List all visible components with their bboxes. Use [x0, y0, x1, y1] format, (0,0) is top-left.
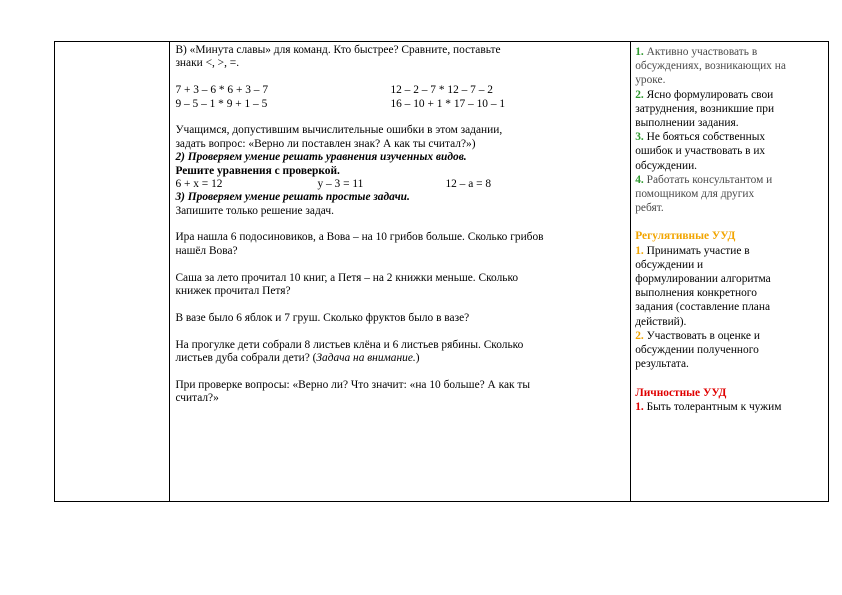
table-row — [55, 42, 829, 502]
problem-1-line-2: нашёл Вова? — [175, 244, 238, 257]
task-heading-line-2: знаки <, >, =. — [175, 57, 240, 70]
regulative-item-2-line-3: результата. — [635, 358, 689, 371]
uud-item-2-line-3: выполнении задания. — [635, 116, 739, 129]
check-questions-line-2: считал?» — [175, 392, 219, 405]
comparison-expression: 7 + 3 – 6 * 6 + 3 – 7 — [175, 84, 269, 97]
item-text: Работать консультантом и — [643, 173, 773, 186]
comparison-expression: 9 – 5 – 1 * 9 + 1 – 5 — [175, 97, 268, 110]
item-text: Быть толерантным к чужим — [643, 400, 782, 413]
attention-note: Задача на внимание. — [316, 351, 416, 364]
comparison-expression: 12 – 2 – 7 * 12 – 7 – 2 — [390, 84, 493, 97]
regulative-item-1-line-4: выполнения конкретного — [635, 287, 757, 300]
problem-3-line-1: В вазе было 6 яблок и 7 груш. Сколько фруктов было в вазе? — [175, 311, 470, 324]
problem-2-line-1: Саша за лето прочитал 10 книг, а Петя – на 2 книжки меньше. Сколько — [175, 271, 519, 284]
section-2-title: 2) Проверяем умение решать уравнения изученных видов. — [175, 151, 467, 164]
lesson-table — [54, 41, 829, 502]
personal-item-1 — [635, 400, 824, 414]
check-questions-line-1: При проверке вопросы: «Верно ли? Что значит: «на 10 больше? А как ты — [175, 378, 531, 391]
comparison-expression: 16 – 10 + 1 * 17 – 10 – 1 — [390, 97, 506, 110]
comparison-row-1 — [175, 84, 626, 97]
personal-uud-title: Личностные УУД — [635, 386, 727, 399]
problem-4-line-1: На прогулке дети собрали 8 листьев клёна и 6 листьев рябины. Сколько — [175, 338, 524, 351]
equation: 6 + х = 12 — [175, 177, 223, 190]
item-number: 3. — [635, 131, 644, 144]
stage-cell — [55, 42, 170, 502]
regulative-item-1-line-3: формулировании алгоритма — [635, 273, 771, 285]
activity-cell — [170, 42, 631, 502]
regulative-item-1-line-2: обсуждении и — [635, 258, 704, 271]
problem-4-text: листьев дуба собрали дети? ( — [175, 351, 317, 364]
errors-note-line-1: Учащимся, допустившим вычислительные ошибки в этом задании, — [175, 124, 503, 137]
equation: 12 – а = 8 — [445, 177, 492, 190]
uud-item-1 — [635, 45, 824, 59]
task-heading-line-1: В) «Минута славы» для команд. Кто быстрее? Сравните, поставьте — [175, 44, 501, 56]
item-text: Ясно формулировать свои — [643, 88, 774, 101]
item-text: Принимать участие в — [643, 244, 750, 257]
problem-2-line-2: книжек прочитал Петя? — [175, 285, 291, 298]
regulative-item-1-line-5: задания (составление плана — [635, 301, 771, 314]
equations-row — [175, 178, 626, 191]
uud-item-4-line-3: ребят. — [635, 202, 664, 215]
section-3-title: 3) Проверяем умение решать простые задачи. — [175, 191, 410, 204]
item-number: 2. — [635, 329, 644, 342]
uud-item-4-line-2: помощником для других — [635, 187, 755, 200]
regulative-uud-title: Регулятивные УУД — [635, 230, 736, 243]
errors-note-line-2: задать вопрос: «Верно ли поставлен знак? А как ты считал?») — [175, 137, 476, 150]
regulative-item-1-line-6: действий). — [635, 315, 687, 328]
write-instruction: Запишите только решение задач. — [175, 204, 334, 217]
item-number: 1. — [635, 244, 644, 257]
item-number: 1. — [635, 46, 644, 58]
equation: у – 3 = 11 — [317, 177, 364, 190]
uud-cell — [631, 42, 829, 502]
item-text: Участвовать в оценке и — [643, 329, 760, 342]
comparison-row-2 — [175, 98, 626, 111]
item-number: 1. — [635, 400, 644, 413]
uud-item-2-line-2: затруднения, возникшие при — [635, 102, 775, 115]
regulative-item-2-line-2: обсуждении полученного — [635, 343, 759, 356]
uud-item-1-line-3: уроке. — [635, 74, 666, 87]
regulative-item-1 — [635, 244, 824, 258]
uud-item-2 — [635, 88, 824, 102]
solve-instruction: Решите уравнения с проверкой. — [175, 164, 340, 177]
problem-1-line-1: Ира нашла 6 подосиновиков, а Вова – на 10 грибов больше. Сколько грибов — [175, 231, 544, 244]
problem-4-line-2 — [175, 352, 626, 365]
item-number: 2. — [635, 88, 644, 101]
item-text: Активно участвовать в — [643, 46, 758, 58]
uud-item-4 — [635, 173, 824, 187]
regulative-item-2 — [635, 329, 824, 343]
uud-item-3 — [635, 130, 824, 144]
uud-item-3-line-2: ошибок и участвовать в их — [635, 145, 766, 158]
problem-4-end: ) — [415, 351, 420, 364]
uud-item-3-line-3: обсуждении. — [635, 159, 698, 172]
uud-item-1-line-2: обсуждениях, возникающих на — [635, 60, 786, 73]
item-number: 4. — [635, 173, 644, 186]
item-text: Не бояться собственных — [643, 131, 766, 144]
